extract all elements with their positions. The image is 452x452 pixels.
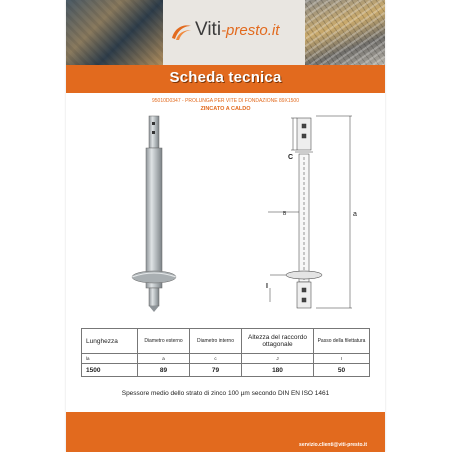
- spec-table: [81, 328, 370, 377]
- label-a: a: [353, 211, 357, 218]
- page-title: Scheda tecnica: [169, 69, 282, 86]
- brand-tld: -presto.it: [221, 22, 280, 39]
- label-i: I: [266, 283, 268, 290]
- spec-header-cell: Diametro esterno: [138, 329, 190, 354]
- screws-photo: [305, 0, 385, 65]
- datasheet-page: [66, 0, 385, 452]
- brand-logo: [170, 18, 300, 48]
- header-banner: [66, 0, 385, 65]
- label-c: C: [288, 154, 294, 161]
- technical-drawing: [66, 112, 385, 322]
- spec-symbol-cell: la: [82, 354, 138, 364]
- product-code-line: 95010D0347 - PROLUNGA PER VITE DI FONDAZIONE 89X1500: [151, 98, 299, 104]
- spec-value-cell: 89: [138, 364, 190, 377]
- spec-symbol-cell: a: [138, 354, 190, 364]
- product-finish: ZINCATO A CALDO: [200, 106, 251, 112]
- spec-symbol-cell: J: [242, 354, 314, 364]
- swoosh-logo-icon: [170, 21, 192, 43]
- spec-value-cell: 79: [190, 364, 242, 377]
- spec-value-cell: 180: [242, 364, 314, 377]
- title-bar: [66, 65, 385, 93]
- zinc-coating-note: Spessore medio dello strato di zinco 100 µm secondo DIN EN ISO 1461: [121, 390, 330, 397]
- spec-header-cell: Diametro interno: [190, 329, 242, 354]
- spec-header-cell: Passo della filettatura: [314, 329, 370, 354]
- extension-photo: [132, 116, 176, 312]
- brand-name: Viti: [195, 19, 222, 40]
- contact-email: servizio.clienti@viti-presto.it: [299, 442, 367, 448]
- spec-symbol-cell: I: [314, 354, 370, 364]
- spec-header-cell: Lunghezza: [82, 329, 138, 354]
- spec-header-cell: Altezza del raccordo ottagonale: [242, 329, 314, 354]
- footer-bar: [66, 412, 385, 452]
- spec-header-row: [82, 329, 370, 354]
- label-b: B: [283, 211, 287, 217]
- spec-value-row: [82, 364, 370, 377]
- spec-value-cell: 1500: [82, 364, 138, 377]
- spec-symbol-row: [82, 354, 370, 364]
- schematic: [268, 116, 352, 308]
- spec-value-cell: 50: [314, 364, 370, 377]
- spec-symbol-cell: c: [190, 354, 242, 364]
- tools-photo: [66, 0, 163, 65]
